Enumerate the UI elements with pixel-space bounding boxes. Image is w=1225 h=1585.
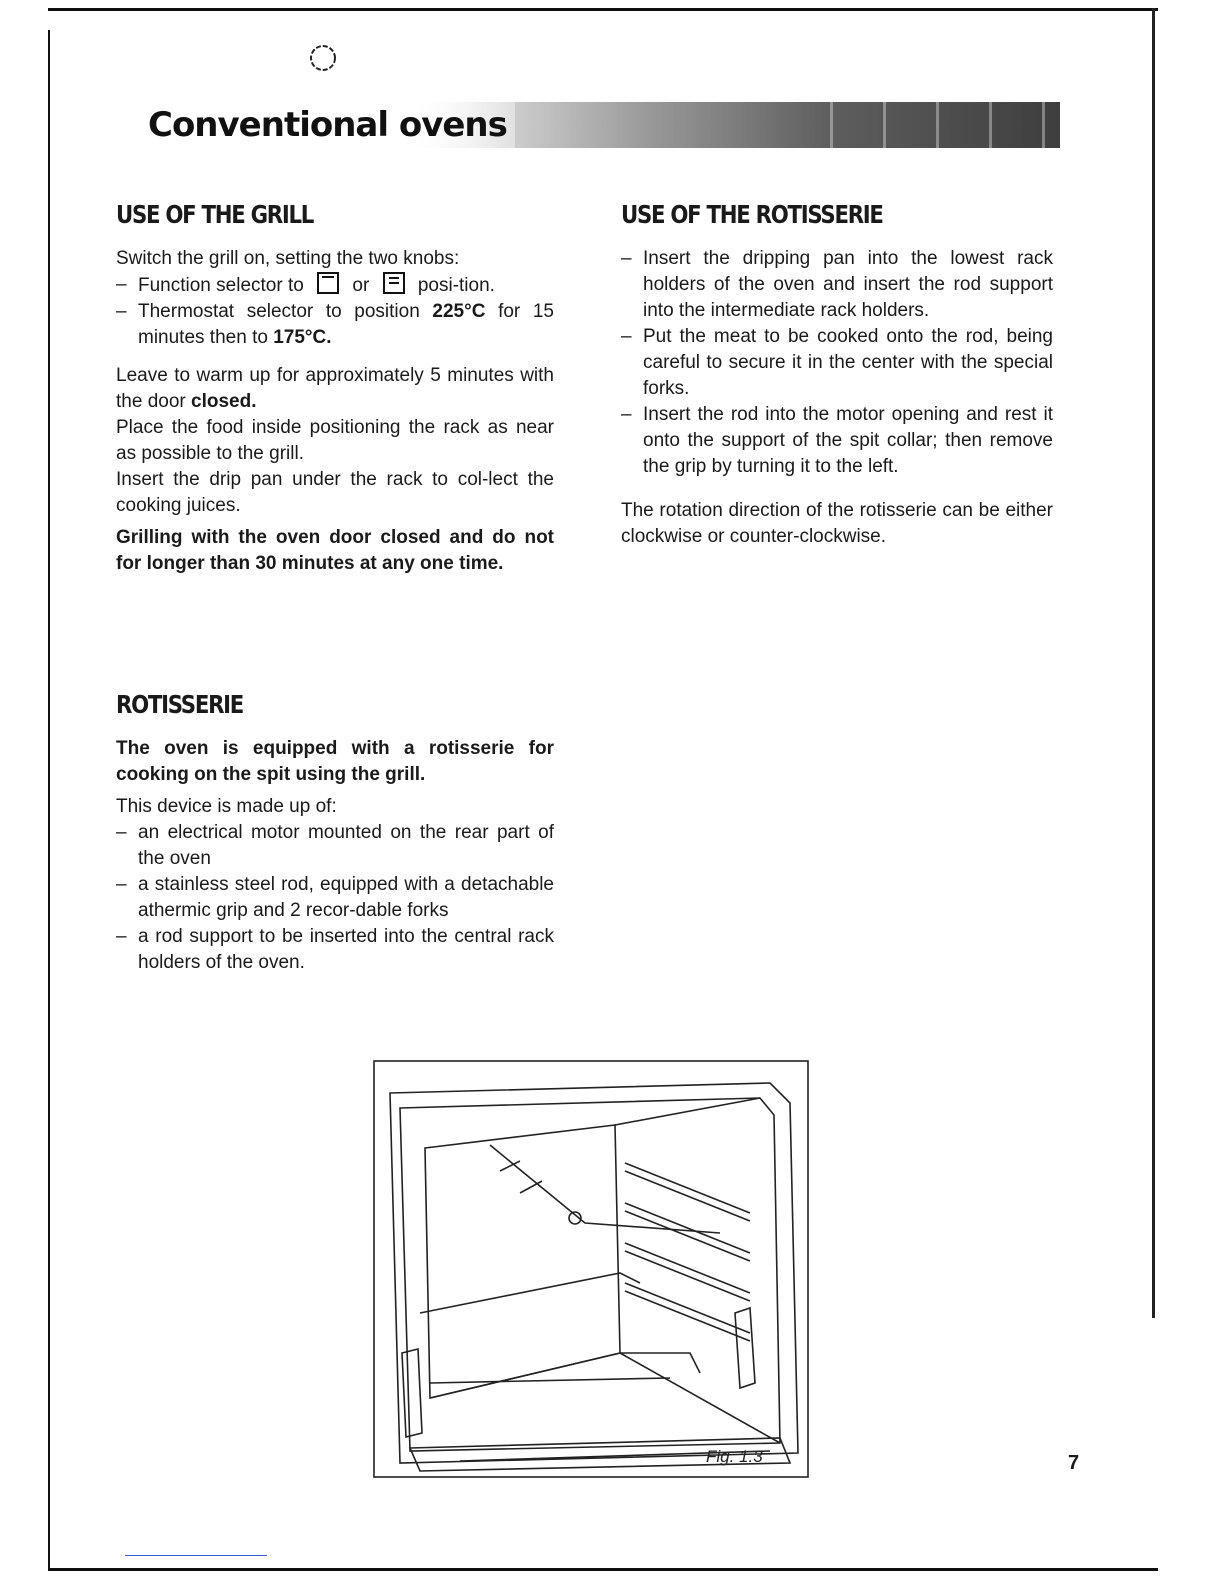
oven-interior-figure	[370, 1053, 812, 1481]
right-border-rule	[1152, 8, 1155, 1318]
bottom-border-rule	[48, 1568, 1158, 1571]
left-bracket	[402, 1349, 422, 1437]
rod-support	[735, 1308, 755, 1388]
section-banner	[140, 102, 1060, 148]
list-item: – a stainless steel rod, equipped with a detachable athermic grip and 2 recor-dable forks	[116, 872, 554, 924]
top-border-rule	[48, 8, 1158, 11]
rotisserie-parts	[116, 820, 554, 976]
floor-rack	[420, 1273, 640, 1313]
use-rotisserie-section	[621, 198, 1053, 550]
spit-rod	[490, 1145, 720, 1233]
grill-section	[116, 198, 554, 577]
fan-grill-symbol-icon	[383, 272, 405, 294]
rotisserie-heading: ROTISSERIE	[116, 690, 244, 719]
function-or: or	[352, 275, 370, 296]
grill-heading: USE OF THE GRILL	[116, 200, 314, 229]
spit-forks	[500, 1161, 542, 1193]
list-item: – Put the meat to be cooked onto the rod, being careful to secure it in the center with the special forks.	[621, 324, 1053, 402]
rack-rail	[625, 1211, 750, 1261]
grill-intro: Switch the grill on, setting the two knobs:	[116, 248, 460, 269]
rack-rail	[625, 1163, 750, 1213]
side-wall-bottom	[620, 1353, 780, 1443]
figure-caption: Fig. 1.3	[706, 1447, 763, 1466]
use-rotisserie-steps	[621, 246, 1053, 480]
floor-edge	[430, 1378, 670, 1383]
list-item: – Insert the rod into the motor opening and rest it onto the support of the spit collar; then remove the grip by turning it to the left.	[621, 402, 1053, 480]
grill-symbol-icon	[317, 272, 339, 294]
back-wall	[425, 1125, 620, 1398]
warm-up-bold: closed.	[191, 391, 257, 412]
thermostat-prefix: Thermostat selector to position	[138, 301, 420, 322]
footer-link-rule	[125, 1555, 267, 1556]
thermostat-temp-low: 175°C.	[273, 327, 332, 348]
use-rotisserie-heading: USE OF THE ROTISSERIE	[621, 200, 883, 229]
rack-rail	[625, 1251, 750, 1301]
insert-pan-paragraph: Insert the drip pan under the rack to col-lect the cooking juices.	[116, 469, 554, 516]
function-prefix: Function selector to	[138, 275, 304, 296]
rack-rail	[625, 1243, 750, 1293]
function-suffix: posi-tion.	[417, 275, 495, 296]
left-border-rule	[48, 30, 50, 1570]
function-selector-step	[116, 272, 554, 299]
list-item: – Insert the dripping pan into the lowest rack holders of the oven and insert the rod support into the intermediate rack holders.	[621, 246, 1053, 324]
grill-warning: Grilling with the oven door closed and do not for longer than 30 minutes at any one time.	[116, 527, 554, 574]
cavity-inner	[400, 1098, 780, 1451]
cavity-opening	[390, 1083, 798, 1463]
warm-up-text: Leave to warm up for approximately 5 minutes with the door	[116, 365, 554, 412]
thermostat-mid: for 15 minutes then to	[138, 301, 554, 348]
binding-hole-icon	[305, 40, 341, 76]
rack-rail	[625, 1283, 750, 1333]
banner-stripes	[780, 102, 1060, 148]
place-food-paragraph: Place the food inside positioning the rack as near as possible to the grill.	[116, 417, 554, 464]
rotisserie-intro: The oven is equipped with a rotisserie for cooking on the spit using the grill.	[116, 738, 554, 785]
page-number: 7	[1068, 1452, 1080, 1474]
thermostat-step	[116, 299, 554, 351]
grill-steps	[116, 272, 554, 351]
thermostat-temp-high: 225°C	[432, 301, 486, 322]
warm-up-paragraph	[116, 363, 554, 415]
rotisserie-section	[116, 688, 554, 976]
page-title: Conventional ovens	[140, 102, 515, 148]
rack-rail	[625, 1291, 750, 1341]
rack-rail	[625, 1171, 750, 1221]
list-item: – a rod support to be inserted into the central rack holders of the oven.	[116, 924, 554, 976]
rotation-note: The rotation direction of the rotisserie can be either clockwise or counter-clockwise.	[621, 500, 1053, 547]
figure-frame	[374, 1061, 808, 1477]
device-intro: This device is made up of:	[116, 796, 337, 817]
list-item: – an electrical motor mounted on the rear part of the oven	[116, 820, 554, 872]
